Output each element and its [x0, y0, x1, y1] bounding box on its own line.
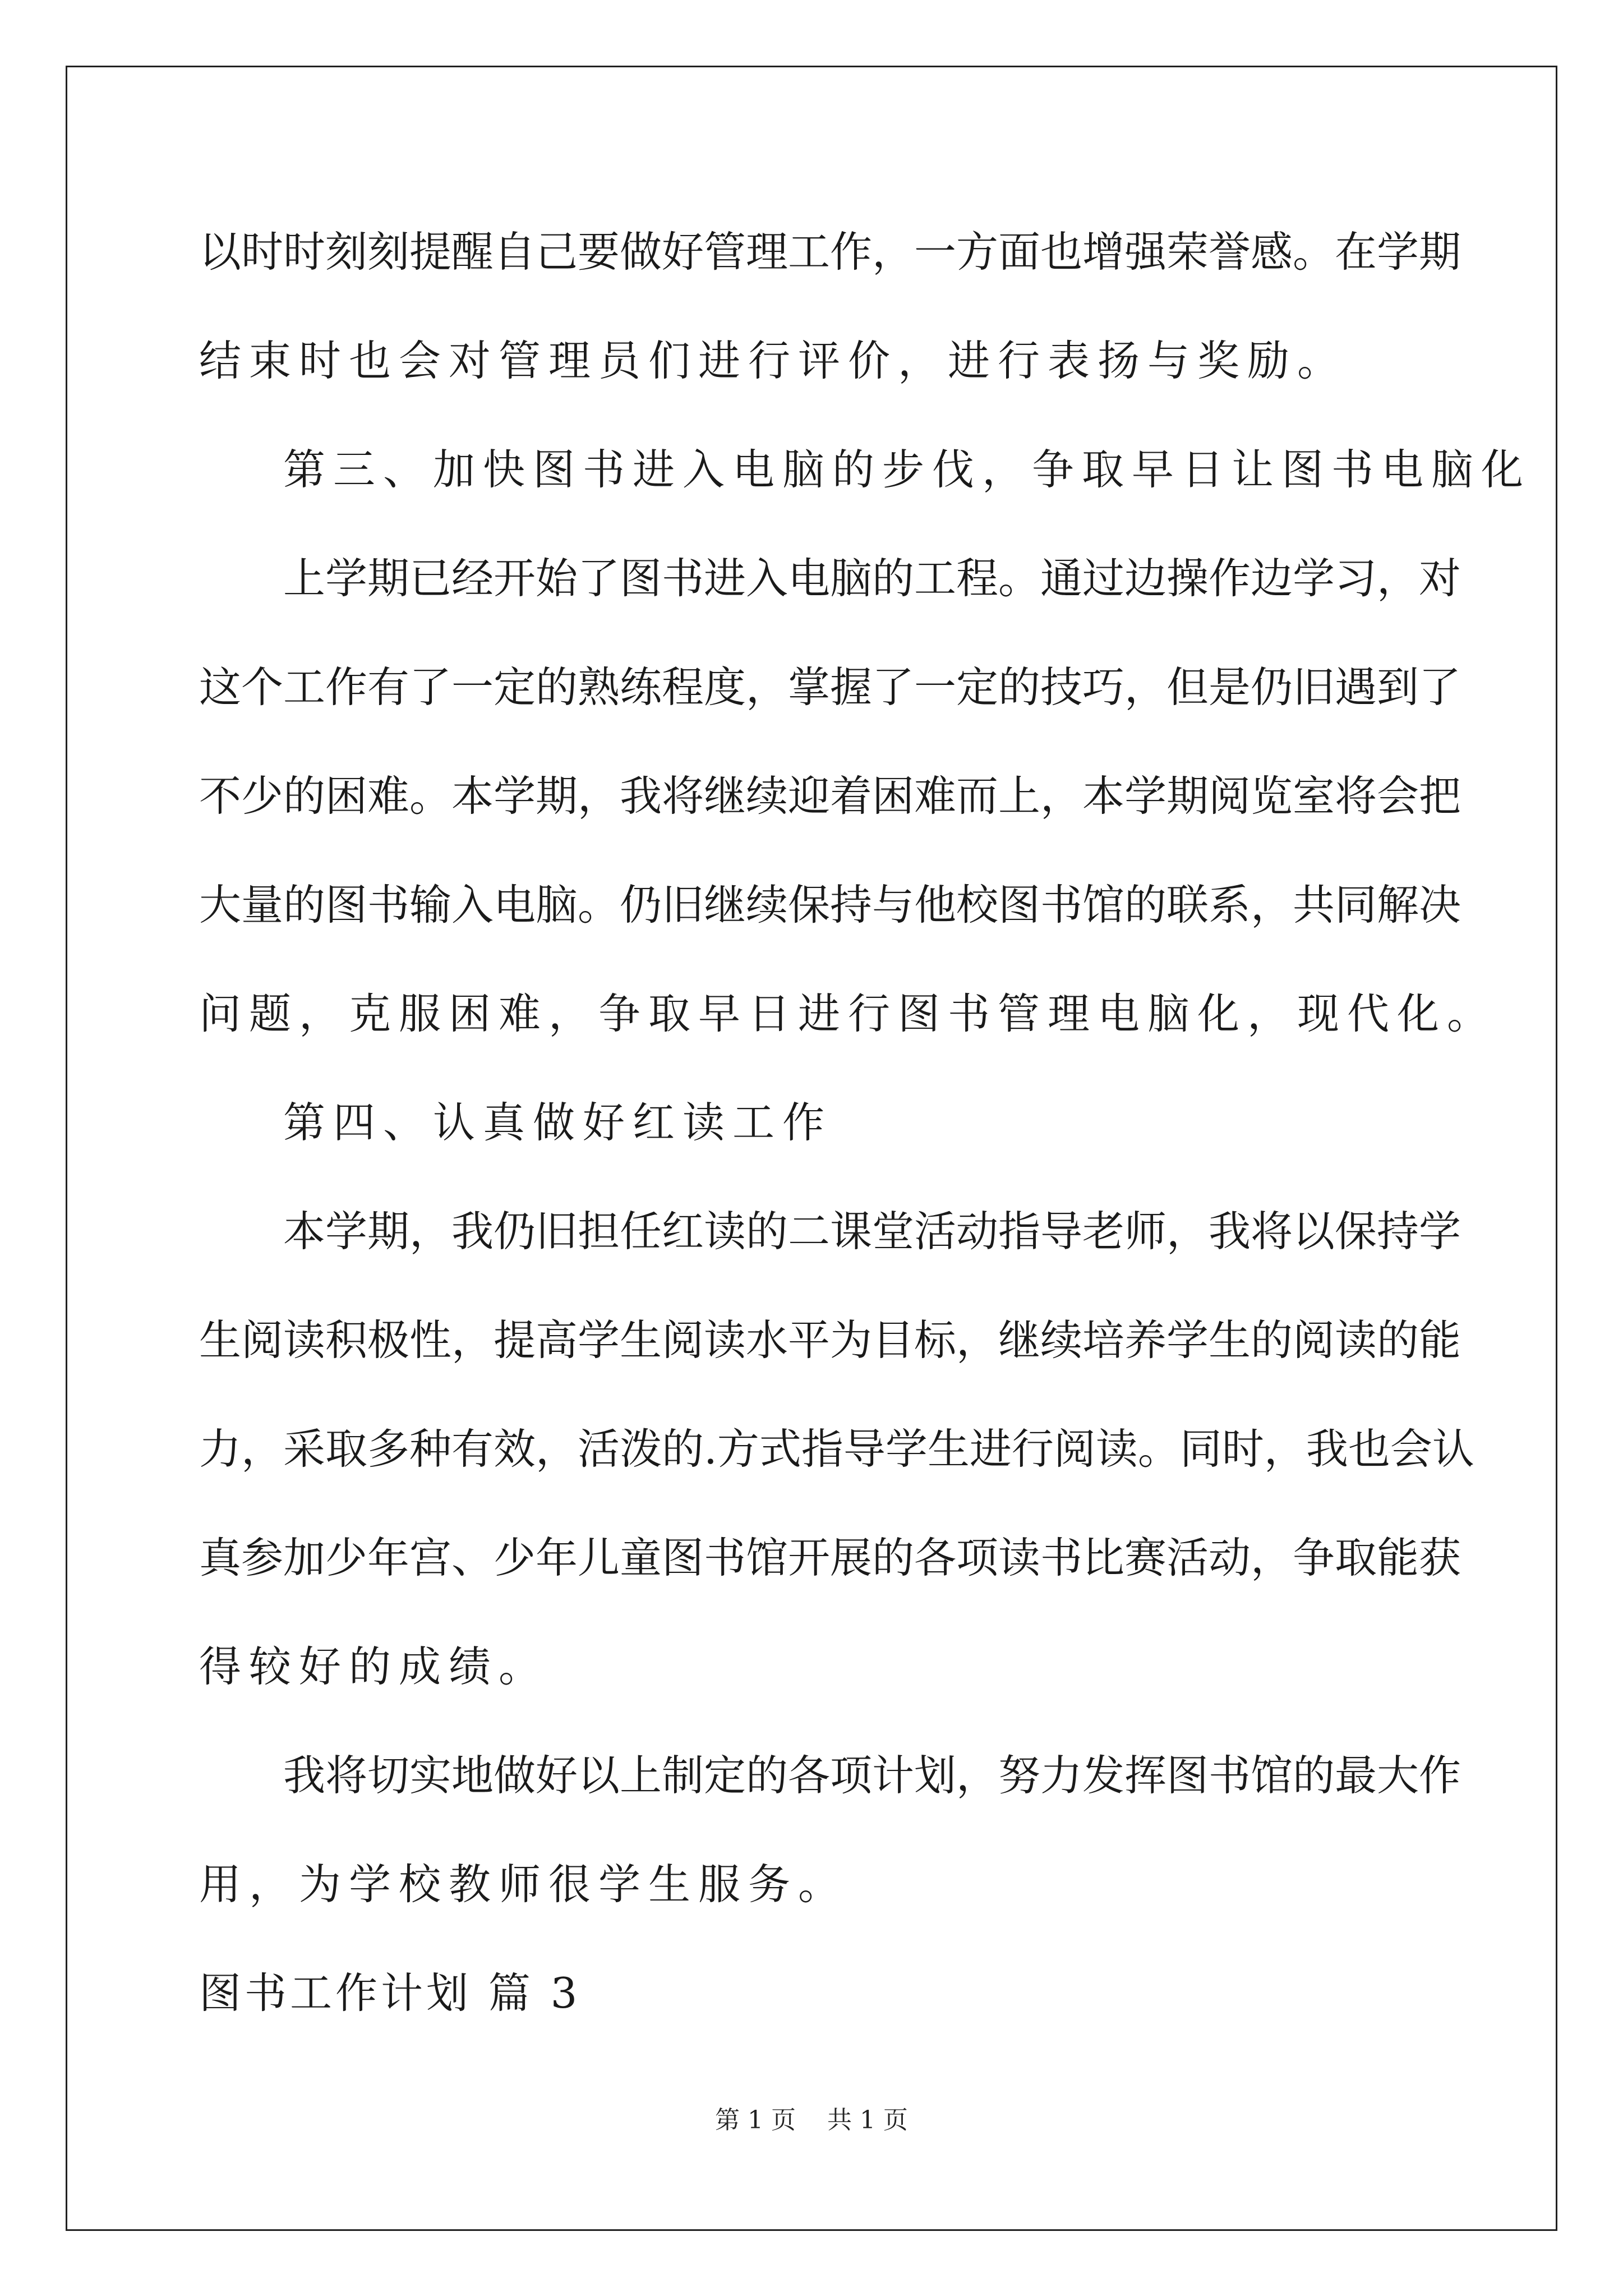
paragraph-line: 上学期已经开始了图书进入电脑的工程。通过边操作边学习，对: [283, 554, 1461, 603]
paragraph-line: 大量的图书输入电脑。仍旧继续保持与他校图书馆的联系，共同解决: [199, 880, 1461, 930]
paragraph-line: 以时时刻刻提醒自己要做好管理工作，一方面也增强荣誉感。在学期: [199, 227, 1461, 277]
section-title: 图书工作计划 篇 3: [199, 1968, 581, 2018]
paragraph-line: 生阅读积极性，提高学生阅读水平为目标，继续培养学生的阅读的能: [199, 1315, 1461, 1365]
paragraph-line: 这个工作有了一定的熟练程度，掌握了一定的技巧，但是仍旧遇到了: [199, 662, 1461, 712]
paragraph-line: 本学期，我仍旧担任红读的二课堂活动指导老师，我将以保持学: [283, 1207, 1461, 1256]
paragraph-line: 力，采取多种有效，活泼的.方式指导学生进行阅读。同时，我也会认: [199, 1424, 1474, 1474]
paragraph-line: 问题，克服困难，争取早日进行图书管理电脑化，现代化。: [199, 989, 1497, 1038]
section-heading: 第四、认真做好红读工作: [283, 1098, 833, 1147]
paragraph-line: 不少的困难。本学期，我将继续迎着困难而上，本学期阅览室将会把: [199, 771, 1461, 821]
section-heading: 第三、加快图书进入电脑的步伐，争取早日让图书电脑化: [283, 445, 1532, 494]
paragraph-line: 用，为学校教师很学生服务。: [199, 1860, 849, 1909]
paragraph-line: 真参加少年宫、少年儿童图书馆开展的各项读书比赛活动，争取能获: [199, 1533, 1461, 1582]
paragraph-line: 我将切实地做好以上制定的各项计划，努力发挥图书馆的最大作: [283, 1751, 1461, 1800]
paragraph-line: 结束时也会对管理员们进行评价，进行表扬与奖励。: [199, 336, 1348, 385]
paragraph-line: 得较好的成绩。: [199, 1642, 549, 1691]
page-footer: 第 1 页 共 1 页: [715, 2106, 908, 2134]
